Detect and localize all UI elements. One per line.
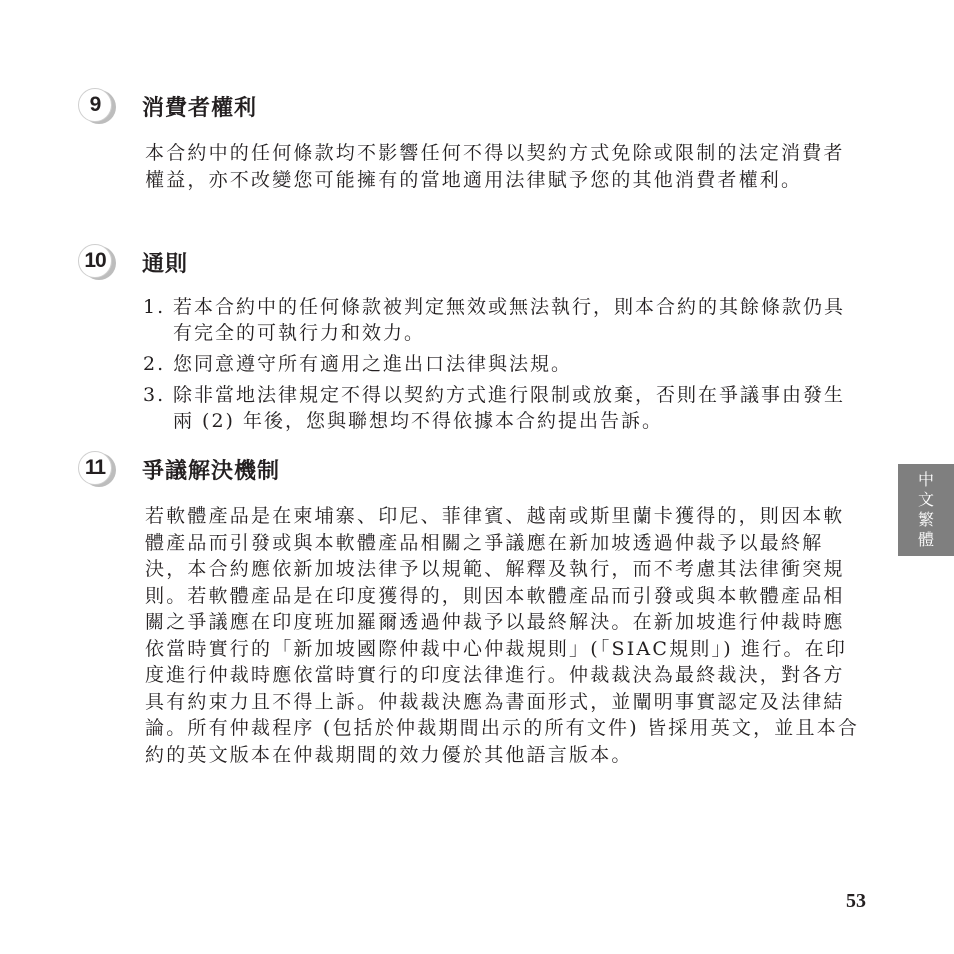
list-item xyxy=(143,382,863,434)
section-number-badge xyxy=(78,88,122,124)
language-tab-char: 體 xyxy=(917,530,934,549)
section-number: 9 xyxy=(78,88,112,122)
language-tab-char: 文 xyxy=(917,490,934,509)
list-item-text: 除非當地法律規定不得以契約方式進行限制或放棄，否則在爭議事由發生兩 (2) 年後，您與聯想均不得依據本合約提出告訴。 xyxy=(173,384,846,432)
section-9-body: 本合約中的任何條款均不影響任何不得以契約方式免除或限制的法定消費者權益，亦不改變您可能擁有的當地適用法律賦予您的其他消費者權利。 xyxy=(145,142,845,191)
section-number-badge xyxy=(78,451,122,487)
list-item-text: 若本合約中的任何條款被判定無效或無法執行，則本合約的其餘條款仍具有完全的可執行力和效力。 xyxy=(173,296,846,344)
section-title: 爭議解決機制 xyxy=(142,458,281,484)
list-item-number: 3. xyxy=(143,384,166,406)
page-number: 53 xyxy=(846,890,866,912)
section-number: 10 xyxy=(78,244,112,278)
section-title: 通則 xyxy=(142,251,189,277)
list-item xyxy=(143,294,863,346)
list-item xyxy=(143,351,863,377)
section-title: 消費者權利 xyxy=(142,95,258,121)
section-number: 11 xyxy=(78,451,112,485)
language-tab xyxy=(898,464,954,556)
section-number-badge xyxy=(78,244,122,280)
list-item-text: 您同意遵守所有適用之進出口法律與法規。 xyxy=(173,353,573,375)
language-tab-char: 中 xyxy=(917,470,934,489)
list-item-number: 2. xyxy=(143,353,166,375)
language-tab-char: 繁 xyxy=(917,510,934,529)
section-10-list xyxy=(143,294,863,439)
section-11-header xyxy=(78,449,280,489)
section-10-header xyxy=(78,242,188,282)
section-11-body: 若軟體產品是在柬埔寨、印尼、菲律賓、越南或斯里蘭卡獲得的，則因本軟體產品而引發或與本軟體產品相關之爭議應在新加坡透過仲裁予以最終解決，本合約應依新加坡法律予以規範、解釋及執行，而不考慮其法律衝突規則。若軟體產品是在印度獲得的，則因本軟體產品而引發或與本軟體產品相關之爭議應在印度班加羅爾透過仲裁予以最終解決。在新加坡進行仲裁時應依當時實行的「新加坡國際仲裁中心仲裁規則」(「SIAC規則」) 進行。在印度進行仲裁時應依當時實行的印度法律進行。仲裁裁決為最終裁決，對各方具有約束力且不得上訴。仲裁裁決應為書面形式，並闡明事實認定及法律結論。所有仲裁程序 (包括於仲裁期間出示的所有文件) 皆採用英文，並且本合約的英文版本在仲裁期間的效力優於其他語言版本。 xyxy=(145,505,860,766)
section-9-header xyxy=(78,86,257,126)
list-item-number: 1. xyxy=(143,296,166,318)
